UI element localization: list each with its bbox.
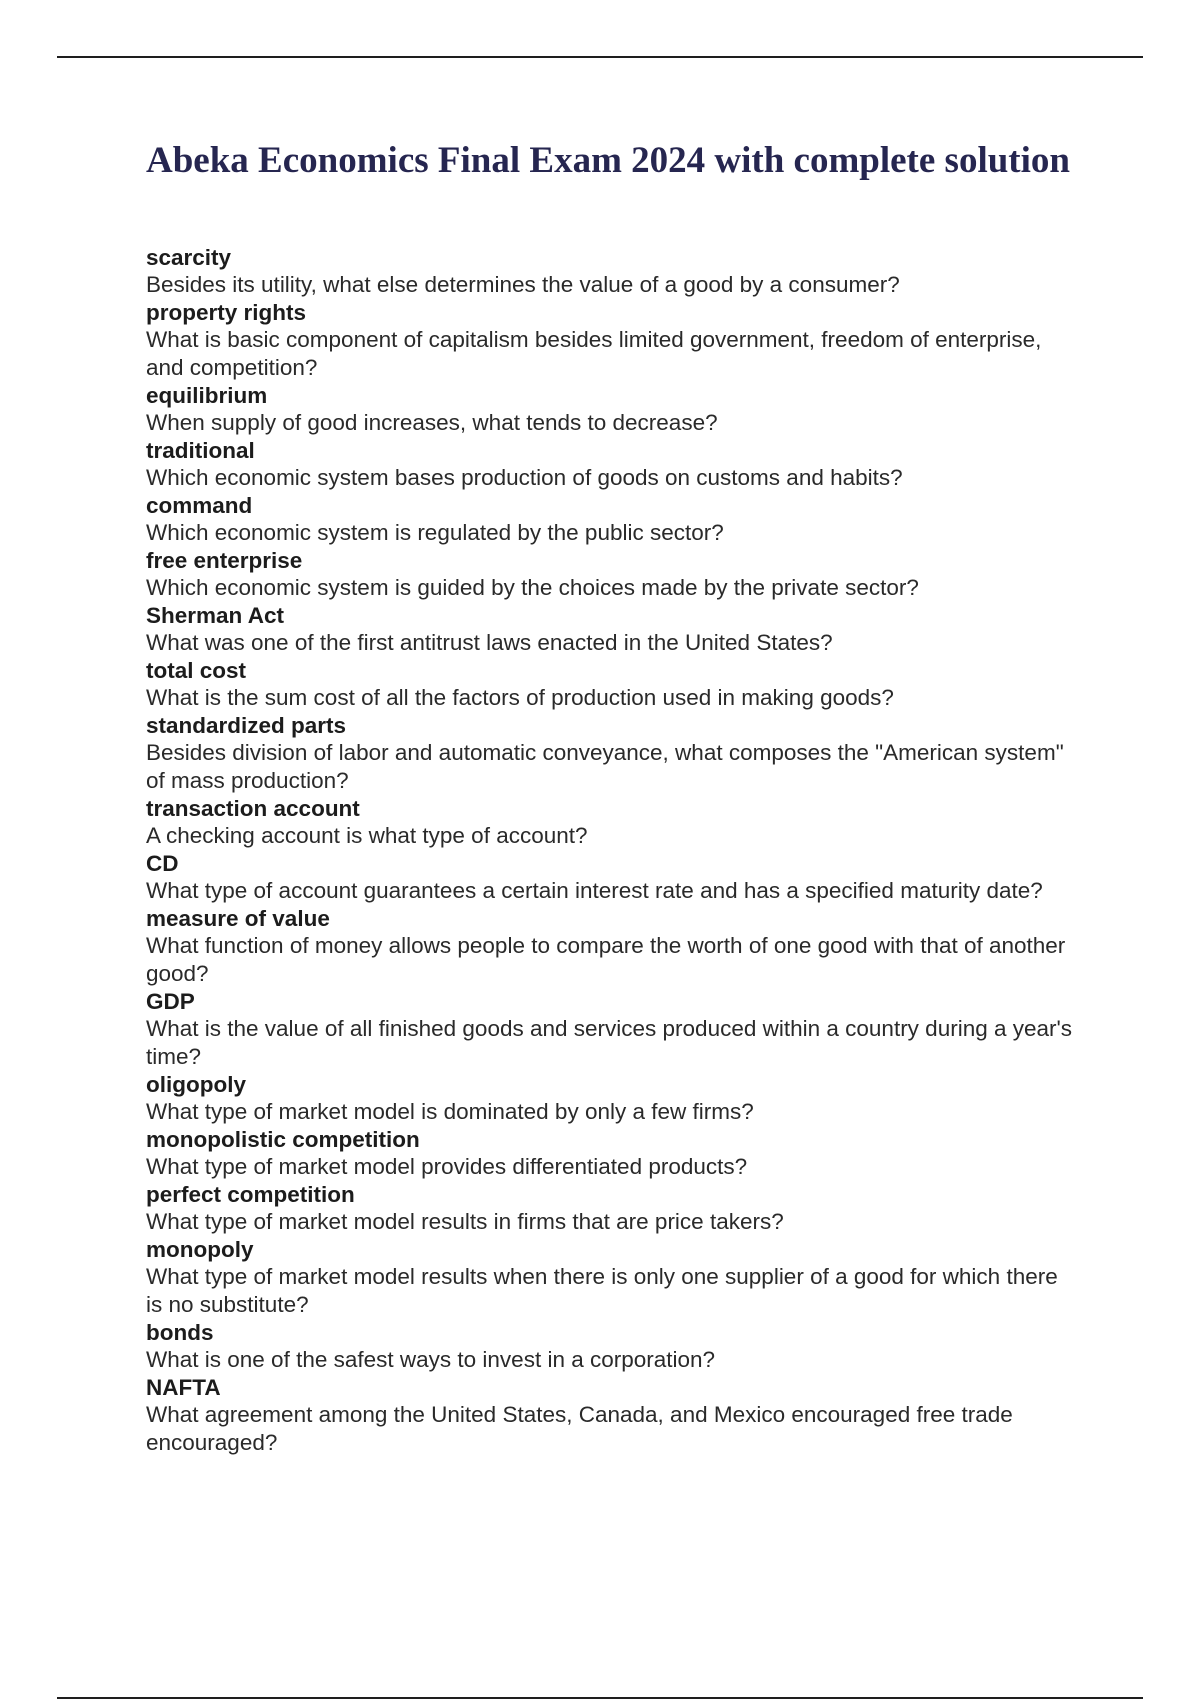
top-rule: [57, 56, 1143, 58]
qa-entry: [146, 244, 1076, 299]
answer-term: NAFTA: [146, 1375, 221, 1400]
question-text: What type of account guarantees a certain interest rate and has a specified maturity date?: [146, 878, 1043, 903]
answer-term: total cost: [146, 658, 247, 683]
qa-entry: [146, 299, 1076, 382]
answer-term: traditional: [146, 438, 255, 463]
answer-term: perfect competition: [146, 1182, 355, 1207]
answer-term: measure of value: [146, 906, 330, 931]
question-text: Which economic system is regulated by the public sector?: [146, 520, 724, 545]
question-text: Besides its utility, what else determines the value of a good by a consumer?: [146, 272, 900, 297]
question-text: Besides division of labor and automatic conveyance, what composes the "American system" of mass production?: [146, 740, 1064, 793]
answer-term: transaction account: [146, 796, 360, 821]
answer-term: monopolistic competition: [146, 1127, 420, 1152]
answer-term: equilibrium: [146, 383, 268, 408]
question-text: Which economic system bases production of goods on customs and habits?: [146, 465, 903, 490]
bottom-rule: [57, 1697, 1143, 1699]
answer-term: GDP: [146, 989, 195, 1014]
qa-entry: [146, 1374, 1076, 1457]
qa-entry: [146, 795, 1076, 850]
answer-term: CD: [146, 851, 179, 876]
qa-entry: [146, 1319, 1076, 1374]
question-text: What is one of the safest ways to invest in a corporation?: [146, 1347, 716, 1372]
qa-entry: [146, 905, 1076, 988]
answer-term: bonds: [146, 1320, 214, 1345]
qa-entry: [146, 382, 1076, 437]
qa-entry: [146, 1236, 1076, 1319]
question-text: What type of market model results when there is only one supplier of a good for which there is no substitute?: [146, 1264, 1058, 1317]
qa-list: [146, 244, 1076, 1457]
question-text: What is the sum cost of all the factors of production used in making goods?: [146, 685, 894, 710]
question-text: What type of market model results in firms that are price takers?: [146, 1209, 784, 1234]
answer-term: Sherman Act: [146, 603, 284, 628]
qa-entry: [146, 1181, 1076, 1236]
qa-entry: [146, 437, 1076, 492]
question-text: What is basic component of capitalism besides limited government, freedom of enterprise, and competition?: [146, 327, 1042, 380]
question-text: What agreement among the United States, Canada, and Mexico encouraged free trade encouraged?: [146, 1402, 1013, 1455]
document-page: [146, 140, 1076, 1457]
answer-term: command: [146, 493, 253, 518]
qa-entry: [146, 602, 1076, 657]
page-title: Abeka Economics Final Exam 2024 with complete solution: [146, 140, 1070, 181]
qa-entry: [146, 657, 1076, 712]
answer-term: oligopoly: [146, 1072, 246, 1097]
qa-entry: [146, 547, 1076, 602]
answer-term: monopoly: [146, 1237, 254, 1262]
question-text: When supply of good increases, what tends to decrease?: [146, 410, 718, 435]
qa-entry: [146, 988, 1076, 1071]
question-text: What function of money allows people to compare the worth of one good with that of another good?: [146, 933, 1066, 986]
question-text: What is the value of all finished goods and services produced within a country during a year's time?: [146, 1016, 1073, 1069]
qa-entry: [146, 712, 1076, 795]
question-text: What type of market model provides differentiated products?: [146, 1154, 748, 1179]
question-text: A checking account is what type of account?: [146, 823, 588, 848]
qa-entry: [146, 1126, 1076, 1181]
qa-entry: [146, 850, 1076, 905]
answer-term: free enterprise: [146, 548, 303, 573]
answer-term: standardized parts: [146, 713, 347, 738]
question-text: What type of market model is dominated by only a few firms?: [146, 1099, 754, 1124]
answer-term: scarcity: [146, 245, 232, 270]
question-text: What was one of the first antitrust laws enacted in the United States?: [146, 630, 833, 655]
answer-term: property rights: [146, 300, 307, 325]
question-text: Which economic system is guided by the choices made by the private sector?: [146, 575, 919, 600]
qa-entry: [146, 1071, 1076, 1126]
qa-entry: [146, 492, 1076, 547]
